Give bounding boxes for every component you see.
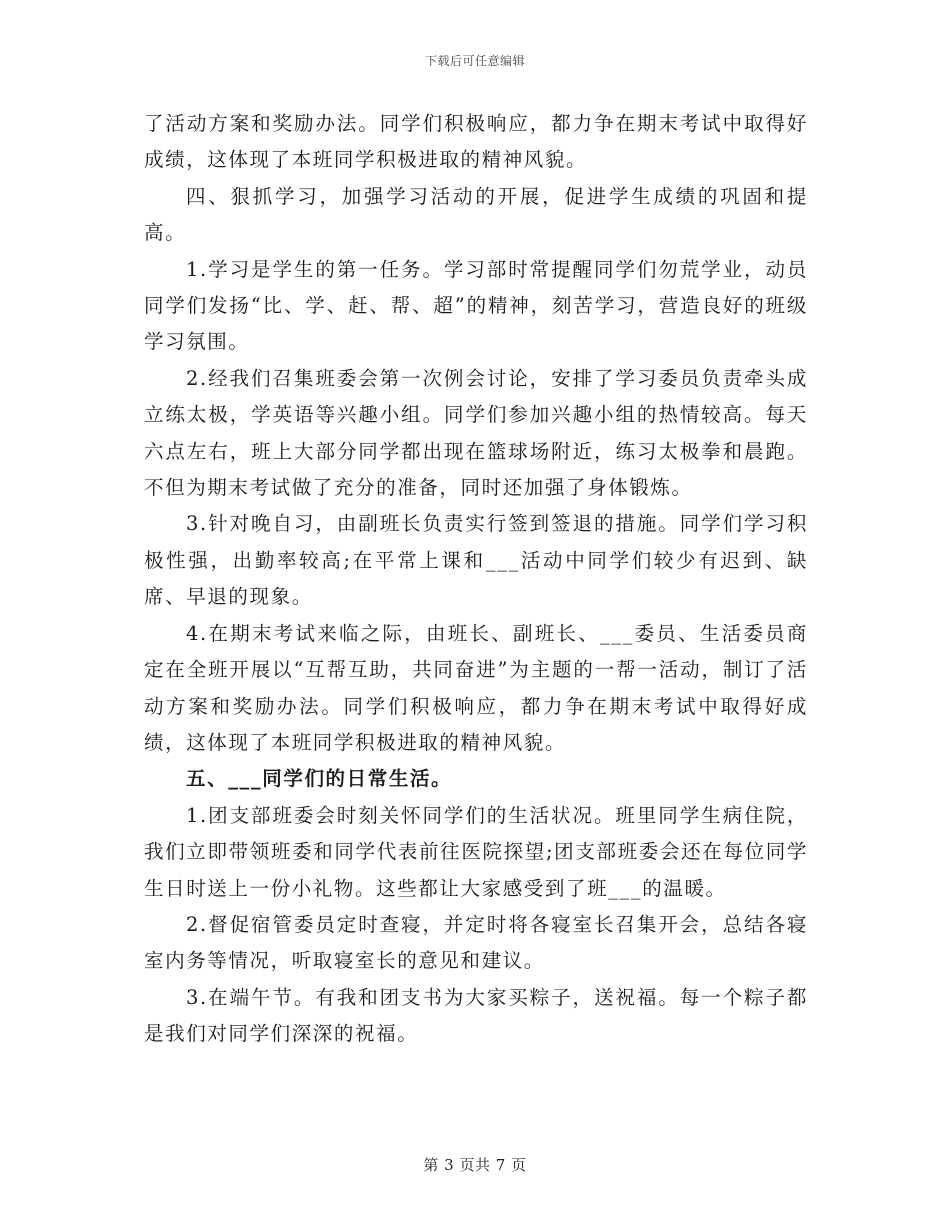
- paragraph-continuation: 了活动方案和奖励办法。同学们积极响应，都力争在期末考试中取得好成绩，这体现了本班同学积极进取的精神风貌。: [144, 112, 808, 172]
- study-item-4: 4.在期末考试来临之际，由班长、副班长、___委员、生活委员商定在全班开展以“互帮互助，共同奋进”为主题的一帮一活动，制订了活动方案和奖励办法。同学们积极响应，都力争在期末考试中取得好成绩，这体现了本班同学积极进取的精神风貌。: [144, 621, 808, 754]
- study-item-2: 2.经我们召集班委会第一次例会讨论，安排了学习委员负责牵头成立练太极，学英语等兴趣小组。同学们参加兴趣小组的热情较高。每天六点左右，班上大部分同学都出现在篮球场附近，练习太极拳和晨跑。不但为期末考试做了充分的准备，同时还加强了身体锻炼。: [144, 366, 808, 500]
- life-item-3: 3.在端午节。有我和团支书为大家买粽子，送祝福。每一个粽子都是我们对同学们深深的祝福。: [144, 985, 808, 1046]
- section-heading-four: 四、狠抓学习，加强学习活动的开展，促进学生成绩的巩固和提高。: [144, 184, 808, 245]
- page-number: 第 3 页共 7 页: [423, 1156, 527, 1174]
- document-body: [144, 106, 808, 1053]
- study-item-1: 1.学习是学生的第一任务。学习部时常提醒同学们勿荒学业，动员同学们发扬“比、学、赶、帮、超”的精神，刻苦学习，营造良好的班级学习氛围。: [144, 257, 808, 354]
- page-header: 下载后可任意编辑: [424, 54, 525, 68]
- section-heading-five: 五、___同学们的日常生活。: [186, 767, 453, 791]
- life-item-2: 2.督促宿管委员定时查寝，并定时将各寝室长召集开会，总结各寝室内务等情况，听取寝室长的意见和建议。: [144, 912, 808, 973]
- life-item-1: 1.团支部班委会时刻关怀同学们的生活状况。班里同学生病住院，我们立即带领班委和同学代表前往医院探望;团支部班委会还在每位同学生日时送上一份小礼物。这些都让大家感受到了班___的温暖。: [144, 803, 808, 900]
- study-item-3: 3.针对晚自习，由副班长负责实行签到签退的措施。同学们学习积极性强，出勤率较高;在平常上课和___活动中同学们较少有迟到、缺席、早退的现象。: [144, 512, 808, 609]
